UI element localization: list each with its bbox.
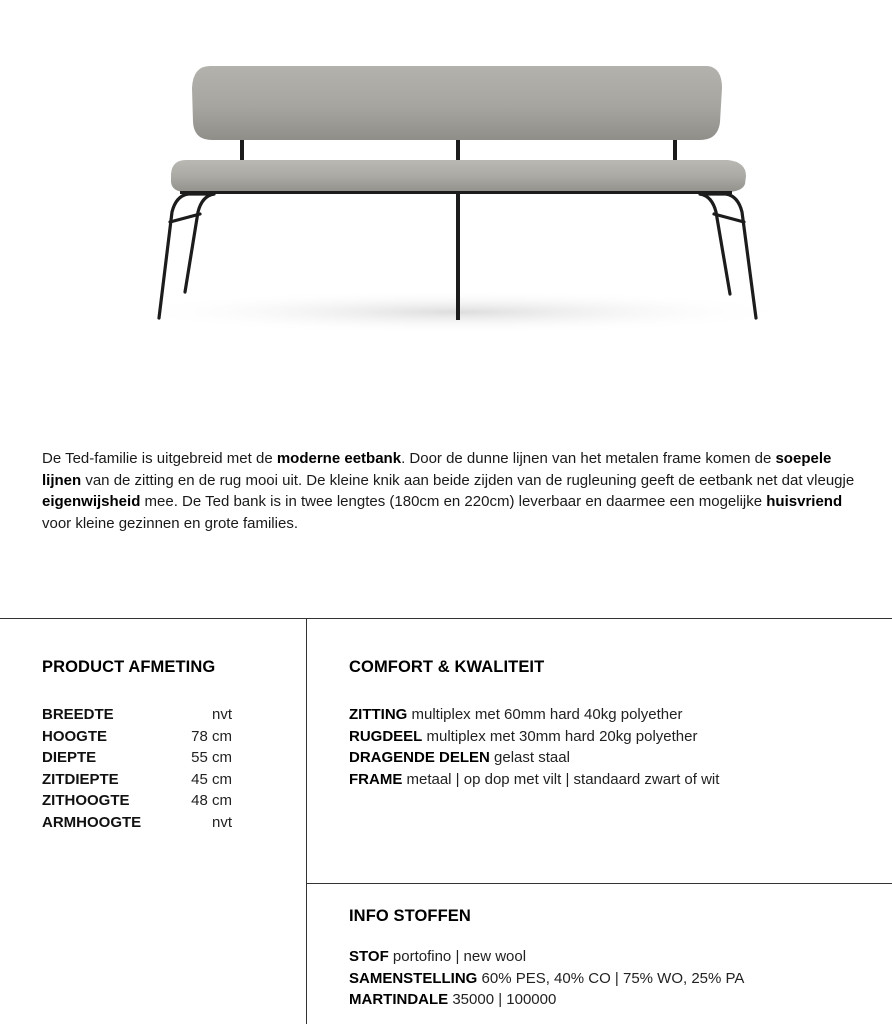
description-text: De Ted-familie is uitgebreid met de (42, 450, 277, 467)
product-description (42, 448, 862, 534)
back-support-center (456, 138, 460, 160)
spec-row (349, 989, 869, 1011)
spec-value: metaal | op dop met vilt | standaard zwart of wit (402, 770, 720, 788)
description-text: mee. De Ted bank is in twee lengtes (180cm en 220cm) leverbaar en daarmee een mogelijke (140, 493, 767, 511)
spec-value: multiplex met 60mm hard 40kg polyether (407, 706, 683, 723)
dimension-label: ARMHOOGTE (42, 813, 142, 831)
spec-key: SAMENSTELLING (349, 969, 478, 987)
dimension-label: ZITHOOGTE (42, 792, 130, 810)
section-divider-right (306, 883, 892, 884)
description-text: voor kleine gezinnen en grote families. (42, 514, 298, 532)
back-support-left (240, 138, 244, 160)
spec-value: 60% PES, 40% CO | 75% WO, 25% PA (477, 969, 745, 987)
dimension-value: 45 cm (191, 770, 232, 788)
spec-value: multiplex met 30mm hard 20kg polyether (422, 727, 698, 745)
column-divider (306, 618, 307, 1024)
fabrics-list (349, 946, 869, 1011)
dimension-row (42, 790, 232, 812)
dimension-value: 78 cm (191, 727, 232, 745)
spec-key: ZITTING (349, 706, 408, 723)
dimension-value: 55 cm (191, 749, 232, 767)
description-text: . Door de dunne lijnen van het metalen frame komen de (401, 450, 776, 467)
description-text: van de zitting en de rug mooi uit. De kleine knik aan beide zijden van de rugleuning geeft de eetbank net dat vleugje (81, 471, 855, 489)
description-highlight: soepele lijnen (42, 450, 832, 489)
spec-key: DRAGENDE DELEN (349, 749, 490, 767)
spec-value: gelast staal (489, 749, 570, 767)
section-divider-top (0, 618, 892, 619)
spec-row (349, 968, 869, 990)
fabrics-title: INFO STOFFEN (349, 907, 471, 925)
dimension-value: nvt (211, 813, 232, 831)
spec-row (349, 747, 869, 769)
back-cushion (192, 66, 722, 140)
spec-key: STOF (349, 948, 389, 965)
spec-row (349, 726, 869, 748)
description-highlight: moderne eetbank (276, 450, 402, 467)
description-highlight: eigenwijsheid (42, 493, 141, 511)
dimension-row (42, 812, 232, 834)
dimension-label: BREEDTE (42, 706, 114, 723)
dimensions-table (42, 704, 232, 834)
spec-key: MARTINDALE (349, 991, 449, 1009)
dimension-row (42, 747, 232, 769)
comfort-list (349, 704, 869, 790)
seat-rail (180, 191, 732, 194)
dimension-label: DIEPTE (42, 749, 97, 767)
spec-row (349, 704, 869, 726)
dimension-value: 48 cm (191, 792, 232, 810)
spec-key: FRAME (349, 770, 403, 788)
dimension-row (42, 769, 232, 791)
product-image (0, 0, 892, 420)
spec-row (349, 946, 869, 968)
back-support-right (673, 138, 677, 160)
dimension-label: HOOGTE (42, 727, 108, 745)
comfort-title: COMFORT & KWALITEIT (349, 658, 545, 676)
spec-key: RUGDEEL (349, 727, 423, 745)
spec-value: portofino | new wool (388, 948, 527, 965)
description-highlight: huisvriend (766, 493, 843, 511)
spec-row (349, 769, 869, 791)
seat-cushion (171, 160, 746, 192)
dimension-row (42, 726, 232, 748)
dimensions-title: PRODUCT AFMETING (42, 658, 216, 676)
bench-illustration (0, 0, 892, 420)
dimension-label: ZITDIEPTE (42, 770, 119, 788)
spec-value: 35000 | 100000 (448, 991, 557, 1009)
dimension-row (42, 704, 232, 726)
dimension-value: nvt (211, 706, 232, 723)
center-leg (456, 194, 460, 320)
